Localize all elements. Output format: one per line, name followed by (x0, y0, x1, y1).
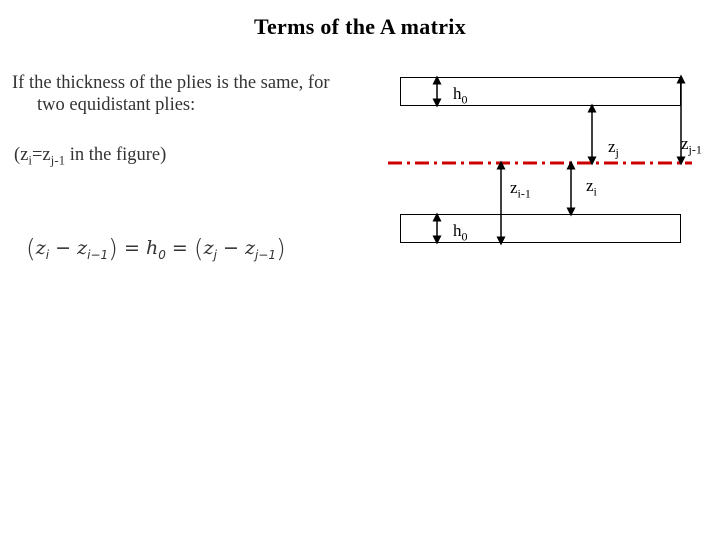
eq-z-i-1-sub: i−1 (87, 247, 109, 262)
zi-label: $z_i$ (586, 176, 597, 199)
eq-z-j-1-sub: j−1 (254, 247, 276, 262)
eq-z-j-sub: j (213, 247, 217, 262)
body-text (12, 72, 372, 116)
eq-z-i-1: z (77, 237, 88, 259)
body-text-line-2: two equidistant plies: (37, 95, 196, 115)
eq-h: h (145, 237, 159, 259)
eq-equals-2: = (165, 237, 194, 259)
eq-equals-1: = (117, 237, 146, 259)
note-eq: =z (32, 145, 51, 165)
eq-minus-1: − (49, 237, 78, 259)
eq-z-j: z (203, 237, 214, 259)
zj-label: $z_j$ (608, 137, 619, 160)
bottom-ply-h0-label: $h_0$ (453, 221, 468, 244)
zi1-label: $z_{i-1}$ (510, 178, 531, 201)
thickness-equation: $(z_i - z_{i-1}) = h_0 = (z_j - z_{j-1})$ (26, 234, 286, 263)
slide-title: Terms of the A matrix (253, 14, 466, 39)
bottom-ply (400, 214, 681, 243)
eq-minus-2: − (216, 237, 245, 259)
top-ply-h0-label: $h_0$ (453, 84, 468, 107)
eq-z-i: z (35, 237, 46, 259)
figure-note (14, 145, 166, 169)
note-sub-j1: j-1 (50, 152, 66, 168)
eq-h-sub: 0 (158, 247, 166, 262)
note-rest: in the figure) (65, 145, 167, 165)
eq-z-i-sub: i (45, 247, 50, 262)
note-sub-i: i (28, 152, 32, 168)
eq-z-j-1: z (244, 237, 255, 259)
top-ply (400, 77, 681, 106)
zj1-label: $z_{j-1}$ (681, 134, 702, 157)
body-text-line-1: If the thickness of the plies is the same, for (12, 73, 330, 93)
note-open: (z (14, 145, 29, 165)
